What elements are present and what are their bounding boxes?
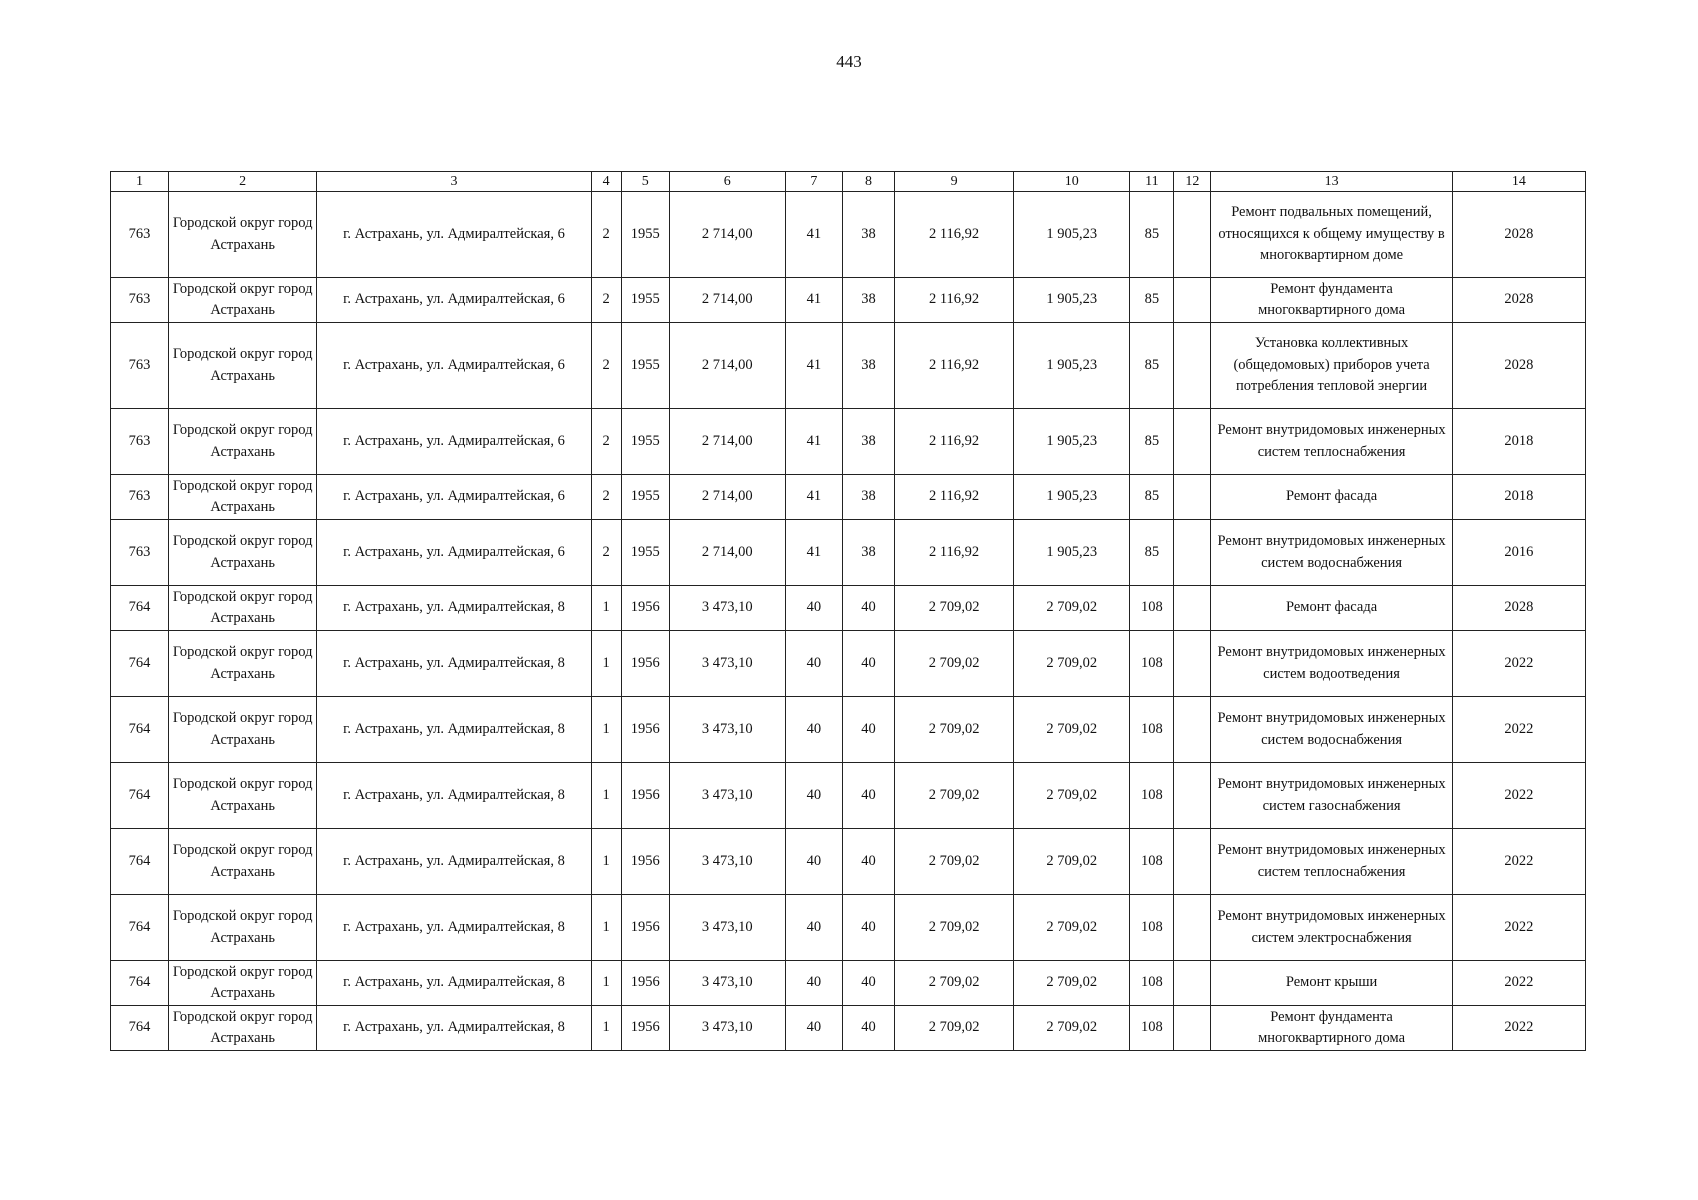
area-cell: 2 714,00	[669, 475, 785, 520]
year-cell: 1955	[621, 475, 669, 520]
municipality-cell: Городской округ город Астрахань	[169, 763, 317, 829]
period-cell: 2028	[1452, 278, 1585, 323]
table-row	[111, 278, 1586, 323]
year-cell: 1956	[621, 961, 669, 1006]
period-cell: 2022	[1452, 1006, 1585, 1051]
year-cell: 1956	[621, 829, 669, 895]
year-cell: 1955	[621, 192, 669, 278]
col12-cell	[1174, 323, 1211, 409]
row-number: 763	[111, 192, 169, 278]
area-cell: 2 714,00	[669, 520, 785, 586]
column-header: 1	[111, 172, 169, 192]
column-header: 10	[1014, 172, 1130, 192]
table-row	[111, 961, 1586, 1006]
floors-cell: 2	[591, 520, 621, 586]
col9-cell: 2 116,92	[895, 192, 1014, 278]
col9-cell: 2 709,02	[895, 697, 1014, 763]
area-cell: 3 473,10	[669, 895, 785, 961]
col11-cell: 85	[1130, 192, 1174, 278]
period-cell: 2022	[1452, 895, 1585, 961]
col10-cell: 2 709,02	[1014, 961, 1130, 1006]
period-cell: 2018	[1452, 475, 1585, 520]
table-row	[111, 520, 1586, 586]
col10-cell: 2 709,02	[1014, 763, 1130, 829]
table-row	[111, 631, 1586, 697]
municipality-cell: Городской округ город Астрахань	[169, 586, 317, 631]
col8-cell: 38	[842, 192, 894, 278]
col12-cell	[1174, 586, 1211, 631]
work-type-cell: Ремонт внутридомовых инженерных систем газоснабжения	[1211, 763, 1452, 829]
col10-cell: 1 905,23	[1014, 192, 1130, 278]
year-cell: 1956	[621, 895, 669, 961]
address-cell: г. Астрахань, ул. Адмиралтейская, 8	[317, 697, 591, 763]
col12-cell	[1174, 961, 1211, 1006]
col8-cell: 38	[842, 278, 894, 323]
row-number: 763	[111, 520, 169, 586]
row-number: 763	[111, 323, 169, 409]
period-cell: 2022	[1452, 631, 1585, 697]
table-row	[111, 475, 1586, 520]
table-row	[111, 192, 1586, 278]
col12-cell	[1174, 1006, 1211, 1051]
col9-cell: 2 709,02	[895, 1006, 1014, 1051]
address-cell: г. Астрахань, ул. Адмиралтейская, 8	[317, 631, 591, 697]
work-type-cell: Ремонт внутридомовых инженерных систем теплоснабжения	[1211, 829, 1452, 895]
area-cell: 3 473,10	[669, 631, 785, 697]
col9-cell: 2 709,02	[895, 829, 1014, 895]
row-number: 764	[111, 829, 169, 895]
area-cell: 3 473,10	[669, 697, 785, 763]
row-number: 763	[111, 278, 169, 323]
column-header: 8	[842, 172, 894, 192]
floors-cell: 2	[591, 323, 621, 409]
table-row	[111, 697, 1586, 763]
col7-cell: 40	[785, 586, 842, 631]
col11-cell: 85	[1130, 475, 1174, 520]
year-cell: 1955	[621, 520, 669, 586]
work-type-cell: Ремонт фасада	[1211, 586, 1452, 631]
floors-cell: 1	[591, 961, 621, 1006]
period-cell: 2022	[1452, 697, 1585, 763]
municipality-cell: Городской округ город Астрахань	[169, 1006, 317, 1051]
floors-cell: 1	[591, 1006, 621, 1051]
col11-cell: 108	[1130, 631, 1174, 697]
page-number: 443	[836, 52, 862, 71]
col7-cell: 41	[785, 278, 842, 323]
row-number: 764	[111, 697, 169, 763]
work-type-cell: Установка коллективных (общедомовых) приборов учета потребления тепловой энергии	[1211, 323, 1452, 409]
col11-cell: 85	[1130, 323, 1174, 409]
col11-cell: 108	[1130, 829, 1174, 895]
col8-cell: 40	[842, 1006, 894, 1051]
work-type-cell: Ремонт внутридомовых инженерных систем электроснабжения	[1211, 895, 1452, 961]
col12-cell	[1174, 475, 1211, 520]
year-cell: 1956	[621, 1006, 669, 1051]
col9-cell: 2 709,02	[895, 763, 1014, 829]
col9-cell: 2 709,02	[895, 961, 1014, 1006]
floors-cell: 1	[591, 697, 621, 763]
column-header: 3	[317, 172, 591, 192]
col11-cell: 108	[1130, 895, 1174, 961]
period-cell: 2028	[1452, 323, 1585, 409]
year-cell: 1956	[621, 631, 669, 697]
column-header: 6	[669, 172, 785, 192]
floors-cell: 1	[591, 895, 621, 961]
column-header: 11	[1130, 172, 1174, 192]
address-cell: г. Астрахань, ул. Адмиралтейская, 6	[317, 475, 591, 520]
col10-cell: 1 905,23	[1014, 520, 1130, 586]
col10-cell: 2 709,02	[1014, 895, 1130, 961]
col11-cell: 108	[1130, 586, 1174, 631]
col12-cell	[1174, 631, 1211, 697]
col7-cell: 40	[785, 829, 842, 895]
period-cell: 2022	[1452, 763, 1585, 829]
floors-cell: 2	[591, 409, 621, 475]
row-number: 764	[111, 961, 169, 1006]
col9-cell: 2 116,92	[895, 475, 1014, 520]
col8-cell: 40	[842, 697, 894, 763]
address-cell: г. Астрахань, ул. Адмиралтейская, 8	[317, 895, 591, 961]
col8-cell: 40	[842, 763, 894, 829]
address-cell: г. Астрахань, ул. Адмиралтейская, 6	[317, 278, 591, 323]
col9-cell: 2 709,02	[895, 895, 1014, 961]
year-cell: 1955	[621, 409, 669, 475]
row-number: 763	[111, 475, 169, 520]
area-cell: 2 714,00	[669, 323, 785, 409]
col11-cell: 85	[1130, 409, 1174, 475]
table-body	[111, 192, 1586, 1051]
floors-cell: 1	[591, 631, 621, 697]
column-header: 4	[591, 172, 621, 192]
period-cell: 2022	[1452, 961, 1585, 1006]
col7-cell: 40	[785, 1006, 842, 1051]
col8-cell: 40	[842, 895, 894, 961]
table-row	[111, 763, 1586, 829]
row-number: 763	[111, 409, 169, 475]
column-header: 9	[895, 172, 1014, 192]
area-cell: 2 714,00	[669, 409, 785, 475]
table-row	[111, 323, 1586, 409]
municipality-cell: Городской округ город Астрахань	[169, 278, 317, 323]
column-header: 7	[785, 172, 842, 192]
col10-cell: 1 905,23	[1014, 323, 1130, 409]
col9-cell: 2 709,02	[895, 586, 1014, 631]
floors-cell: 1	[591, 829, 621, 895]
area-cell: 3 473,10	[669, 1006, 785, 1051]
area-cell: 2 714,00	[669, 192, 785, 278]
col8-cell: 40	[842, 829, 894, 895]
column-header: 5	[621, 172, 669, 192]
address-cell: г. Астрахань, ул. Адмиралтейская, 8	[317, 1006, 591, 1051]
address-cell: г. Астрахань, ул. Адмиралтейская, 6	[317, 323, 591, 409]
col10-cell: 2 709,02	[1014, 829, 1130, 895]
col10-cell: 2 709,02	[1014, 586, 1130, 631]
column-number-row	[111, 172, 1586, 192]
work-type-cell: Ремонт крыши	[1211, 961, 1452, 1006]
col8-cell: 38	[842, 409, 894, 475]
work-type-cell: Ремонт внутридомовых инженерных систем теплоснабжения	[1211, 409, 1452, 475]
col11-cell: 85	[1130, 520, 1174, 586]
column-header: 13	[1211, 172, 1452, 192]
period-cell: 2016	[1452, 520, 1585, 586]
col7-cell: 41	[785, 192, 842, 278]
work-type-cell: Ремонт внутридомовых инженерных систем водоснабжения	[1211, 520, 1452, 586]
col7-cell: 41	[785, 475, 842, 520]
col10-cell: 2 709,02	[1014, 631, 1130, 697]
period-cell: 2028	[1452, 192, 1585, 278]
area-cell: 3 473,10	[669, 961, 785, 1006]
municipality-cell: Городской округ город Астрахань	[169, 895, 317, 961]
area-cell: 2 714,00	[669, 278, 785, 323]
municipality-cell: Городской округ город Астрахань	[169, 323, 317, 409]
col11-cell: 108	[1130, 961, 1174, 1006]
work-type-cell: Ремонт фундамента многоквартирного дома	[1211, 278, 1452, 323]
col10-cell: 2 709,02	[1014, 697, 1130, 763]
row-number: 764	[111, 1006, 169, 1051]
col11-cell: 108	[1130, 763, 1174, 829]
col7-cell: 40	[785, 763, 842, 829]
col11-cell: 108	[1130, 697, 1174, 763]
floors-cell: 2	[591, 192, 621, 278]
year-cell: 1956	[621, 586, 669, 631]
address-cell: г. Астрахань, ул. Адмиралтейская, 8	[317, 763, 591, 829]
work-type-cell: Ремонт подвальных помещений, относящихся к общему имуществу в многоквартирном доме	[1211, 192, 1452, 278]
col12-cell	[1174, 895, 1211, 961]
municipality-cell: Городской округ город Астрахань	[169, 631, 317, 697]
row-number: 764	[111, 895, 169, 961]
col7-cell: 40	[785, 697, 842, 763]
col10-cell: 2 709,02	[1014, 1006, 1130, 1051]
floors-cell: 2	[591, 278, 621, 323]
work-type-cell: Ремонт фасада	[1211, 475, 1452, 520]
column-header: 14	[1452, 172, 1585, 192]
year-cell: 1956	[621, 697, 669, 763]
col9-cell: 2 709,02	[895, 631, 1014, 697]
col9-cell: 2 116,92	[895, 520, 1014, 586]
year-cell: 1955	[621, 278, 669, 323]
col12-cell	[1174, 829, 1211, 895]
col7-cell: 41	[785, 409, 842, 475]
col9-cell: 2 116,92	[895, 409, 1014, 475]
table-row	[111, 586, 1586, 631]
col8-cell: 38	[842, 520, 894, 586]
table-row	[111, 829, 1586, 895]
address-cell: г. Астрахань, ул. Адмиралтейская, 6	[317, 409, 591, 475]
col9-cell: 2 116,92	[895, 323, 1014, 409]
table-row	[111, 409, 1586, 475]
table-row	[111, 1006, 1586, 1051]
col12-cell	[1174, 278, 1211, 323]
municipality-cell: Городской округ город Астрахань	[169, 475, 317, 520]
col11-cell: 85	[1130, 278, 1174, 323]
table-row	[111, 895, 1586, 961]
floors-cell: 1	[591, 586, 621, 631]
year-cell: 1956	[621, 763, 669, 829]
address-cell: г. Астрахань, ул. Адмиралтейская, 8	[317, 586, 591, 631]
work-type-cell: Ремонт фундамента многоквартирного дома	[1211, 1006, 1452, 1051]
col11-cell: 108	[1130, 1006, 1174, 1051]
col7-cell: 40	[785, 631, 842, 697]
col7-cell: 40	[785, 961, 842, 1006]
col7-cell: 41	[785, 520, 842, 586]
col12-cell	[1174, 520, 1211, 586]
col12-cell	[1174, 409, 1211, 475]
col10-cell: 1 905,23	[1014, 409, 1130, 475]
area-cell: 3 473,10	[669, 763, 785, 829]
row-number: 764	[111, 763, 169, 829]
municipality-cell: Городской округ город Астрахань	[169, 697, 317, 763]
address-cell: г. Астрахань, ул. Адмиралтейская, 8	[317, 829, 591, 895]
col12-cell	[1174, 763, 1211, 829]
col8-cell: 38	[842, 475, 894, 520]
row-number: 764	[111, 631, 169, 697]
col9-cell: 2 116,92	[895, 278, 1014, 323]
floors-cell: 2	[591, 475, 621, 520]
col7-cell: 40	[785, 895, 842, 961]
col8-cell: 40	[842, 961, 894, 1006]
col8-cell: 40	[842, 631, 894, 697]
municipality-cell: Городской округ город Астрахань	[169, 409, 317, 475]
area-cell: 3 473,10	[669, 829, 785, 895]
column-header: 12	[1174, 172, 1211, 192]
period-cell: 2028	[1452, 586, 1585, 631]
address-cell: г. Астрахань, ул. Адмиралтейская, 8	[317, 961, 591, 1006]
address-cell: г. Астрахань, ул. Адмиралтейская, 6	[317, 192, 591, 278]
municipality-cell: Городской округ город Астрахань	[169, 829, 317, 895]
floors-cell: 1	[591, 763, 621, 829]
municipality-cell: Городской округ город Астрахань	[169, 192, 317, 278]
work-type-cell: Ремонт внутридомовых инженерных систем водоотведения	[1211, 631, 1452, 697]
col12-cell	[1174, 192, 1211, 278]
column-header: 2	[169, 172, 317, 192]
capital-repair-table	[110, 171, 1586, 1051]
row-number: 764	[111, 586, 169, 631]
col10-cell: 1 905,23	[1014, 475, 1130, 520]
col10-cell: 1 905,23	[1014, 278, 1130, 323]
col12-cell	[1174, 697, 1211, 763]
col8-cell: 40	[842, 586, 894, 631]
area-cell: 3 473,10	[669, 586, 785, 631]
period-cell: 2022	[1452, 829, 1585, 895]
work-type-cell: Ремонт внутридомовых инженерных систем водоснабжения	[1211, 697, 1452, 763]
period-cell: 2018	[1452, 409, 1585, 475]
municipality-cell: Городской округ город Астрахань	[169, 961, 317, 1006]
year-cell: 1955	[621, 323, 669, 409]
municipality-cell: Городской округ город Астрахань	[169, 520, 317, 586]
col7-cell: 41	[785, 323, 842, 409]
col8-cell: 38	[842, 323, 894, 409]
address-cell: г. Астрахань, ул. Адмиралтейская, 6	[317, 520, 591, 586]
